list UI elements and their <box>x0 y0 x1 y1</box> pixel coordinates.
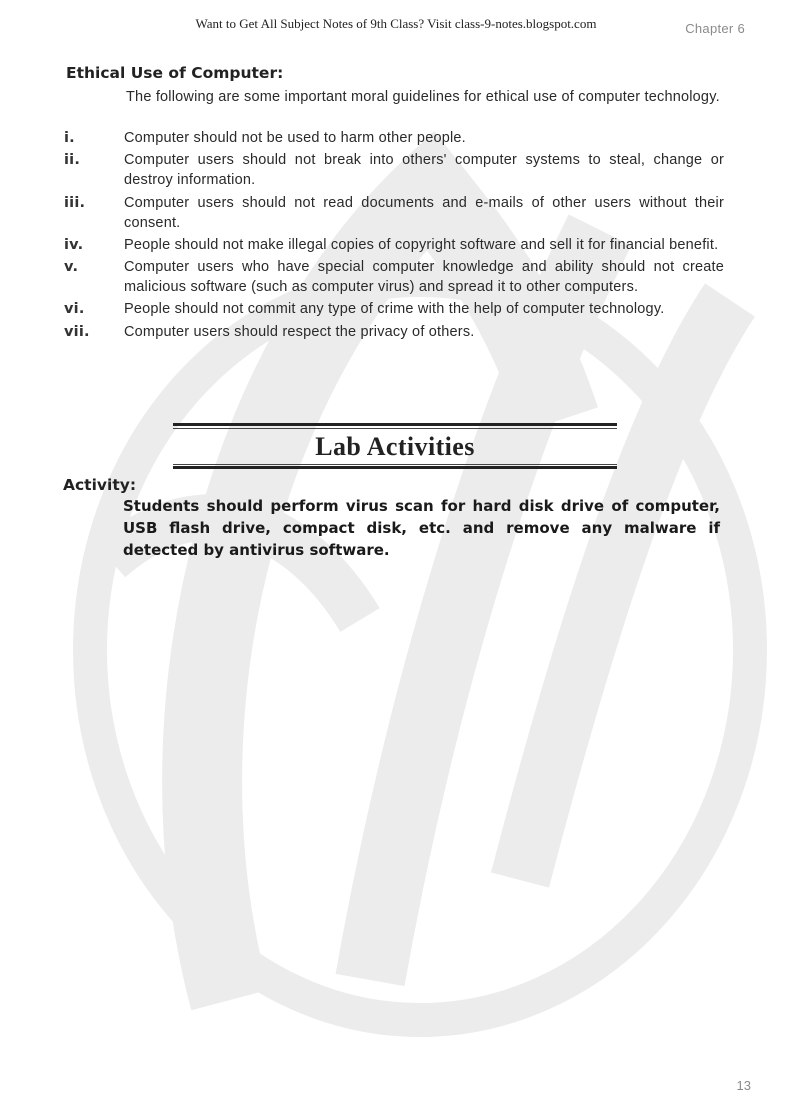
list-item-text: Computer users should not break into others' computer systems to steal, change or destroy information. <box>124 152 724 189</box>
list-item-number: iv. <box>64 236 84 253</box>
lab-activities-banner <box>173 423 617 475</box>
list-item-text: Computer users who have special computer knowledge and ability should not create malicious software (such as computer virus) and spread it to other computers. <box>124 259 724 296</box>
section-title: Ethical Use of Computer: <box>66 64 284 82</box>
lab-activities-title: Lab Activities <box>315 432 475 461</box>
list-item <box>64 128 724 148</box>
list-item-text: Computer users should not read documents and e-mails of other users without their consent. <box>124 194 724 231</box>
chapter-label: Chapter 6 <box>685 21 745 36</box>
list-item-number: vii. <box>64 323 90 340</box>
guidelines-list <box>64 128 724 344</box>
list-item-text: People should not commit any type of crime with the help of computer technology. <box>124 301 665 318</box>
activity-text: Students should perform virus scan for hard disk drive of computer, USB flash drive, compact disk, etc. and remove any malware if detected by antivirus software. <box>123 497 720 559</box>
banner-rule-top <box>173 423 617 426</box>
list-item-number: iii. <box>64 194 86 211</box>
activity-label: Activity: <box>63 476 137 494</box>
list-item-number: v. <box>64 259 79 276</box>
list-item <box>64 299 724 319</box>
list-item <box>64 235 724 255</box>
list-item-text: Computer should not be used to harm other people. <box>124 130 466 146</box>
list-item-number: vi. <box>64 301 85 318</box>
list-item <box>64 257 724 297</box>
list-item <box>64 322 724 342</box>
list-item <box>64 150 724 190</box>
list-item-number: ii. <box>64 152 81 169</box>
section-intro: The following are some important moral guidelines for ethical use of computer technology. <box>126 89 720 105</box>
banner-rule-bottom <box>173 466 617 469</box>
list-item-text: Computer users should respect the privacy of others. <box>124 323 475 340</box>
list-item <box>64 193 724 233</box>
banner-rule-top-thin <box>173 428 617 429</box>
page-number: 13 <box>736 1078 751 1093</box>
list-item-text: People should not make illegal copies of copyright software and sell it for financial benefit. <box>124 236 719 253</box>
list-item-number: i. <box>64 130 75 146</box>
banner-rule-bottom-thin <box>173 464 617 465</box>
header-promo-text: Want to Get All Subject Notes of 9th Class? Visit class-9-notes.blogspot.com <box>195 16 597 31</box>
